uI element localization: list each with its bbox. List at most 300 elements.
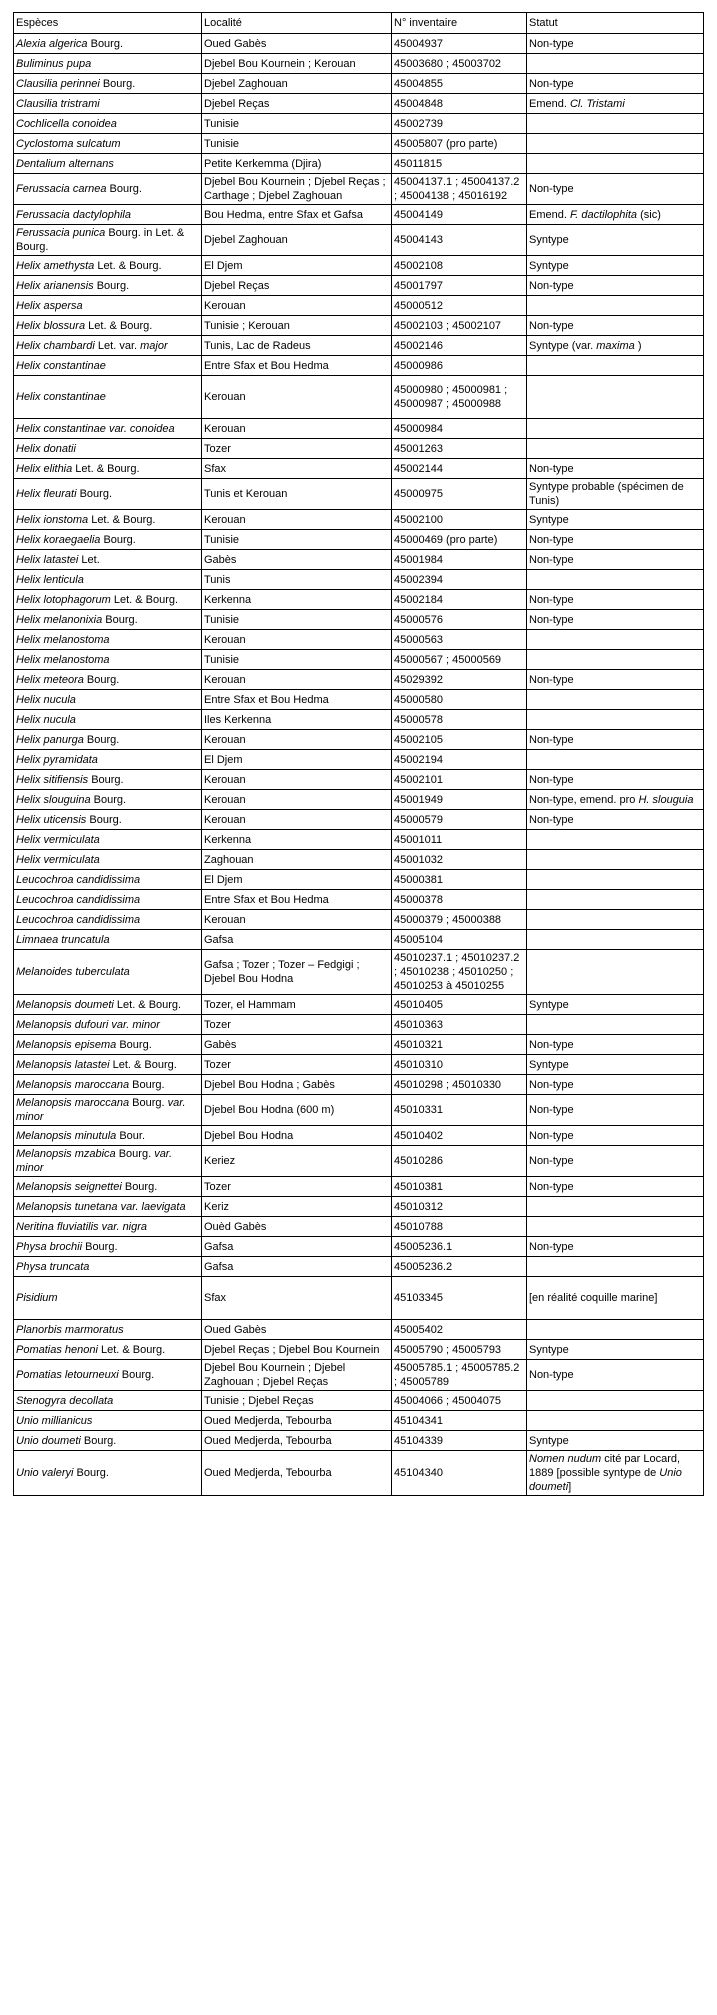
locality-cell: Tunisie: [202, 650, 392, 670]
table-row: [14, 1320, 704, 1340]
status-cell: [527, 74, 704, 94]
species-author: Bourg.: [82, 1240, 118, 1253]
locality-cell: Gafsa: [202, 1237, 392, 1257]
species-name: Physa brochii: [16, 1240, 83, 1253]
species-cell: [14, 1015, 202, 1035]
species-name: Unio millianicus: [16, 1414, 93, 1427]
species-cell: [14, 670, 202, 690]
species-name: Helix melanostoma: [16, 633, 110, 646]
locality-cell: Kerouan: [202, 770, 392, 790]
table-row: [14, 650, 704, 670]
status-cell: [527, 225, 704, 256]
status-cell: [527, 770, 704, 790]
species-cell: [14, 439, 202, 459]
locality-cell: Oued Medjerda, Tebourba: [202, 1411, 392, 1431]
table-row: [14, 830, 704, 850]
species-name: Limnaea truncatula: [16, 933, 110, 946]
status-cell: [527, 1277, 704, 1320]
status-cell: [527, 670, 704, 690]
species-cell: [14, 1340, 202, 1360]
inventory-cell: 45000379 ; 45000388: [392, 910, 527, 930]
locality-cell: Kerkenna: [202, 590, 392, 610]
locality-cell: El Djem: [202, 870, 392, 890]
status-text: Non-type: [529, 279, 574, 292]
inventory-cell: 45104340: [392, 1451, 527, 1496]
status-after: ): [634, 339, 642, 352]
status-cell: [527, 1340, 704, 1360]
inventory-cell: 45001011: [392, 830, 527, 850]
locality-cell: Gabès: [202, 1035, 392, 1055]
species-cell: [14, 316, 202, 336]
status-cell: [527, 54, 704, 74]
status-text: Emend.: [529, 208, 570, 221]
species-cell: [14, 74, 202, 94]
locality-cell: Tunisie ; Djebel Reças: [202, 1391, 392, 1411]
locality-cell: Gafsa: [202, 930, 392, 950]
status-text: Non-type: [529, 462, 574, 475]
status-cell: [527, 1197, 704, 1217]
species-name: Helix melanonixia: [16, 613, 103, 626]
inventory-cell: 45002101: [392, 770, 527, 790]
status-text: Non-type: [529, 1180, 574, 1193]
locality-cell: Djebel Bou Kournein ; Djebel Zaghouan ; Djebel Reças: [202, 1360, 392, 1391]
locality-cell: Kerouan: [202, 510, 392, 530]
species-name: Leucochroa candidissima: [16, 873, 141, 886]
species-name: Cyclostoma sulcatum: [16, 137, 121, 150]
status-cell: [527, 1146, 704, 1177]
locality-cell: Tozer: [202, 439, 392, 459]
inventory-cell: 45000579: [392, 810, 527, 830]
locality-cell: Kerouan: [202, 376, 392, 419]
species-name: Melanopsis tunetana var. laevigata: [16, 1200, 186, 1213]
inventory-cell: 45004143: [392, 225, 527, 256]
species-author: Bourg.: [121, 1180, 158, 1193]
species-cell: [14, 810, 202, 830]
species-name: Melanopsis maroccana: [16, 1078, 130, 1091]
status-cell: [527, 174, 704, 205]
species-variety: major: [140, 339, 168, 352]
locality-cell: Kerouan: [202, 730, 392, 750]
species-cell: [14, 890, 202, 910]
table-row: [14, 910, 704, 930]
species-name: Helix constantinae: [16, 359, 106, 372]
table-row: [14, 316, 704, 336]
table-row: [14, 810, 704, 830]
species-author: Bourg.: [93, 279, 130, 292]
status-text: Non-type: [529, 183, 574, 195]
species-name: Helix meteora: [16, 673, 84, 686]
locality-cell: Kerkenna: [202, 830, 392, 850]
species-variety: var. minor: [16, 1148, 173, 1174]
species-name: Dentalium alternans: [16, 157, 114, 170]
table-row: [14, 1015, 704, 1035]
species-author: Let. & Bourg.: [110, 593, 179, 606]
species-name: Alexia algerica: [16, 37, 88, 50]
species-cell: [14, 1277, 202, 1320]
species-author: Bourg.: [129, 1078, 165, 1091]
table-row: [14, 1095, 704, 1126]
species-name: Planorbis marmoratus: [16, 1323, 124, 1336]
table-row: [14, 930, 704, 950]
inventory-cell: 45000378: [392, 890, 527, 910]
inventory-cell: 45002105: [392, 730, 527, 750]
species-name: Melanopsis episema: [16, 1038, 117, 1051]
status-cell: [527, 890, 704, 910]
table-row: [14, 1197, 704, 1217]
status-cell: [527, 1055, 704, 1075]
species-author: Bourg.: [87, 37, 124, 50]
status-cell: [527, 1075, 704, 1095]
species-cell: [14, 710, 202, 730]
locality-cell: Gabès: [202, 550, 392, 570]
locality-cell: Kerouan: [202, 630, 392, 650]
table-row: [14, 750, 704, 770]
inventory-cell: 45104339: [392, 1431, 527, 1451]
inventory-cell: 45000576: [392, 610, 527, 630]
table-row: [14, 479, 704, 510]
species-name: Helix elithia: [16, 462, 73, 475]
status-italic: H. slouguia: [638, 793, 694, 806]
locality-cell: Tozer, el Hammam: [202, 995, 392, 1015]
species-name: Helix lotophagorum: [16, 593, 111, 606]
status-text: Non-type: [529, 733, 574, 746]
status-cell: [527, 1391, 704, 1411]
locality-cell: Tozer: [202, 1055, 392, 1075]
species-cell: [14, 930, 202, 950]
species-name: Melanopsis latastei: [16, 1058, 110, 1071]
inventory-cell: 45010363: [392, 1015, 527, 1035]
species-name: Helix constantinae var. conoidea: [16, 422, 175, 435]
species-name: Helix vermiculata: [16, 853, 100, 866]
inventory-cell: 45004066 ; 45004075: [392, 1391, 527, 1411]
status-cell: [527, 1015, 704, 1035]
locality-cell: Kerouan: [202, 670, 392, 690]
status-cell: [527, 870, 704, 890]
status-italic: Cl. Tristami: [569, 97, 625, 110]
inventory-cell: 45004137.1 ; 45004137.2 ; 45004138 ; 45016192: [392, 174, 527, 205]
status-cell: [527, 1360, 704, 1391]
header-status: Statut: [527, 13, 704, 34]
inventory-cell: 45002739: [392, 114, 527, 134]
locality-cell: Djebel Reças: [202, 276, 392, 296]
species-cell: [14, 1146, 202, 1177]
locality-cell: Oued Medjerda, Tebourba: [202, 1431, 392, 1451]
status-text: Non-type: [529, 1038, 574, 1051]
table-row: [14, 1055, 704, 1075]
table-row: [14, 770, 704, 790]
species-cell: [14, 570, 202, 590]
status-text: Non-type: [529, 1240, 574, 1253]
table-row: [14, 510, 704, 530]
species-name: Helix blossura: [16, 319, 86, 332]
locality-cell: Kerouan: [202, 419, 392, 439]
locality-cell: Gafsa: [202, 1257, 392, 1277]
locality-cell: Tunis: [202, 570, 392, 590]
status-italic: F. dactilophita: [569, 208, 638, 221]
status-text: Non-type: [529, 1369, 574, 1381]
table-row: [14, 1340, 704, 1360]
species-name: Helix ionstoma: [16, 513, 89, 526]
species-cell: [14, 1391, 202, 1411]
status-text: Non-type: [529, 37, 574, 50]
inventory-cell: 45000980 ; 45000981 ; 45000987 ; 45000988: [392, 376, 527, 419]
locality-cell: Entre Sfax et Bou Hedma: [202, 356, 392, 376]
inventory-cell: 45000975: [392, 479, 527, 510]
species-cell: [14, 356, 202, 376]
inventory-cell: 45010312: [392, 1197, 527, 1217]
inventory-cell: 45002146: [392, 336, 527, 356]
inventory-cell: 45001032: [392, 850, 527, 870]
species-cell: [14, 34, 202, 54]
status-cell: [527, 1237, 704, 1257]
table-row: [14, 94, 704, 114]
species-cell: [14, 850, 202, 870]
species-cell: [14, 1257, 202, 1277]
species-cell: [14, 750, 202, 770]
inventory-table: [13, 12, 704, 1496]
locality-cell: Ouèd Gabès: [202, 1217, 392, 1237]
inventory-cell: 45002108: [392, 256, 527, 276]
species-cell: [14, 1095, 202, 1126]
table-row: [14, 34, 704, 54]
species-cell: [14, 910, 202, 930]
species-cell: [14, 336, 202, 356]
species-cell: [14, 510, 202, 530]
species-author: Bour.: [116, 1129, 146, 1142]
status-cell: [527, 419, 704, 439]
header-species: Espèces: [14, 13, 202, 34]
species-cell: [14, 174, 202, 205]
inventory-cell: 45000469 (pro parte): [392, 530, 527, 550]
species-author: Bourg.: [80, 1434, 117, 1447]
inventory-cell: 45002103 ; 45002107: [392, 316, 527, 336]
table-row: [14, 439, 704, 459]
status-text: [en réalité coquille marine]: [529, 1292, 658, 1304]
status-text: Non-type: [529, 1129, 574, 1142]
locality-cell: Tunis, Lac de Radeus: [202, 336, 392, 356]
species-author: Bourg.: [102, 613, 138, 626]
status-cell: [527, 610, 704, 630]
status-text: Non-type: [529, 533, 574, 546]
status-cell: [527, 550, 704, 570]
species-author: Bourg.: [86, 813, 122, 826]
status-text: Non-type, emend. pro: [529, 793, 639, 806]
status-cell: [527, 830, 704, 850]
table-row: [14, 1217, 704, 1237]
species-cell: [14, 296, 202, 316]
species-name: Helix koraegaelia: [16, 533, 101, 546]
species-author: Bourg.: [115, 1148, 155, 1160]
inventory-cell: 45005104: [392, 930, 527, 950]
locality-cell: Djebel Zaghouan: [202, 225, 392, 256]
inventory-cell: 45001263: [392, 439, 527, 459]
table-body: [14, 34, 704, 1496]
inventory-cell: 45002100: [392, 510, 527, 530]
table-row: [14, 1431, 704, 1451]
inventory-cell: 45001797: [392, 276, 527, 296]
species-cell: [14, 225, 202, 256]
status-text: Non-type: [529, 77, 574, 90]
inventory-cell: 45103345: [392, 1277, 527, 1320]
species-cell: [14, 1075, 202, 1095]
table-row: [14, 850, 704, 870]
locality-cell: Kerouan: [202, 910, 392, 930]
locality-cell: Kerouan: [202, 790, 392, 810]
status-cell: [527, 690, 704, 710]
species-name: Helix arianensis: [16, 279, 94, 292]
species-name: Helix melanostoma: [16, 653, 110, 666]
table-row: [14, 995, 704, 1015]
inventory-cell: 45000984: [392, 419, 527, 439]
locality-cell: Tunisie: [202, 610, 392, 630]
status-text: Non-type: [529, 319, 574, 332]
table-row: [14, 1391, 704, 1411]
species-cell: [14, 419, 202, 439]
species-author: Bourg.: [73, 1467, 109, 1479]
locality-cell: Djebel Bou Kournein ; Kerouan: [202, 54, 392, 74]
species-cell: [14, 650, 202, 670]
inventory-cell: 45010237.1 ; 45010237.2 ; 45010238 ; 45010250 ; 45010253 à 45010255: [392, 950, 527, 995]
species-name: Ferussacia carnea: [16, 183, 107, 195]
table-row: [14, 74, 704, 94]
table-row: [14, 630, 704, 650]
table-row: [14, 710, 704, 730]
table-row: [14, 205, 704, 225]
table-row: [14, 459, 704, 479]
status-text: Syntype: [529, 234, 569, 246]
inventory-cell: 45005807 (pro parte): [392, 134, 527, 154]
species-name: Helix nucula: [16, 713, 76, 726]
species-name: Helix fleurati: [16, 488, 77, 500]
species-cell: [14, 256, 202, 276]
locality-cell: Keriz: [202, 1197, 392, 1217]
species-name: Melanoides tuberculata: [16, 966, 130, 978]
species-name: Melanopsis seignettei: [16, 1180, 122, 1193]
species-cell: [14, 630, 202, 650]
species-cell: [14, 276, 202, 296]
status-cell: [527, 134, 704, 154]
table-row: [14, 530, 704, 550]
inventory-cell: 45010405: [392, 995, 527, 1015]
species-author: Bourg.: [88, 773, 124, 786]
species-cell: [14, 459, 202, 479]
locality-cell: Tunisie: [202, 530, 392, 550]
table-row: [14, 336, 704, 356]
status-text: Syntype: [529, 513, 569, 526]
status-cell: [527, 154, 704, 174]
species-author: Let. var.: [94, 339, 141, 352]
species-name: Helix uticensis: [16, 813, 87, 826]
species-name: Melanopsis doumeti: [16, 998, 114, 1011]
status-cell: [527, 750, 704, 770]
status-text: Non-type: [529, 813, 574, 826]
status-cell: [527, 995, 704, 1015]
table-row: [14, 356, 704, 376]
inventory-cell: 45000578: [392, 710, 527, 730]
status-text: Non-type: [529, 613, 574, 626]
locality-cell: Sfax: [202, 1277, 392, 1320]
status-text: Non-type: [529, 773, 574, 786]
species-name: Pisidium: [16, 1292, 58, 1304]
species-cell: [14, 550, 202, 570]
species-name: Clausilia tristrami: [16, 97, 100, 110]
inventory-cell: 45010331: [392, 1095, 527, 1126]
table-row: [14, 1257, 704, 1277]
table-row: [14, 610, 704, 630]
table-row: [14, 1237, 704, 1257]
species-name: Neritina fluviatilis var. nigra: [16, 1220, 148, 1233]
species-name: Helix chambardi: [16, 339, 95, 352]
species-cell: [14, 590, 202, 610]
species-author: Bourg.: [129, 1097, 168, 1109]
status-cell: [527, 1431, 704, 1451]
status-cell: [527, 205, 704, 225]
species-variety: var. minor: [16, 1097, 186, 1123]
inventory-cell: 45002194: [392, 750, 527, 770]
status-cell: [527, 910, 704, 930]
species-name: Ferussacia dactylophila: [16, 208, 131, 221]
species-cell: [14, 154, 202, 174]
species-cell: [14, 950, 202, 995]
locality-cell: Tozer: [202, 1015, 392, 1035]
inventory-cell: 45010298 ; 45010330: [392, 1075, 527, 1095]
species-name: Unio valeryi: [16, 1467, 74, 1479]
locality-cell: Djebel Bou Kournein ; Djebel Reças ; Carthage ; Djebel Zaghouan: [202, 174, 392, 205]
table-row: [14, 376, 704, 419]
locality-cell: Djebel Bou Hodna ; Gabès: [202, 1075, 392, 1095]
inventory-cell: 45005402: [392, 1320, 527, 1340]
table-row: [14, 1177, 704, 1197]
locality-cell: Oued Medjerda, Tebourba: [202, 1451, 392, 1496]
species-author: Bourg.: [90, 793, 127, 806]
status-cell: [527, 510, 704, 530]
table-row: [14, 256, 704, 276]
status-cell: [527, 590, 704, 610]
locality-cell: Keriez: [202, 1146, 392, 1177]
species-author: Let. & Bourg.: [113, 998, 182, 1011]
table-row: [14, 1360, 704, 1391]
inventory-cell: 45002144: [392, 459, 527, 479]
table-row: [14, 54, 704, 74]
table-row: [14, 154, 704, 174]
status-cell: [527, 459, 704, 479]
status-cell: [527, 1095, 704, 1126]
table-row: [14, 790, 704, 810]
inventory-cell: 45004855: [392, 74, 527, 94]
species-cell: [14, 1431, 202, 1451]
table-row: [14, 174, 704, 205]
status-text: Emend.: [529, 97, 570, 110]
status-cell: [527, 1035, 704, 1055]
species-cell: [14, 530, 202, 550]
locality-cell: Djebel Bou Hodna (600 m): [202, 1095, 392, 1126]
status-cell: [527, 790, 704, 810]
status-cell: [527, 950, 704, 995]
table-row: [14, 1411, 704, 1431]
inventory-cell: 45000986: [392, 356, 527, 376]
species-author: Let. & Bourg.: [72, 462, 140, 475]
inventory-cell: 45000580: [392, 690, 527, 710]
status-text: Non-type: [529, 593, 574, 606]
table-row: [14, 870, 704, 890]
status-cell: [527, 356, 704, 376]
status-italic: maxima: [596, 339, 635, 352]
species-name: Melanopsis mzabica: [16, 1148, 116, 1160]
species-author: Let. & Bourg.: [109, 1058, 177, 1071]
species-cell: [14, 830, 202, 850]
status-cell: [527, 630, 704, 650]
status-text: Non-type: [529, 673, 574, 686]
